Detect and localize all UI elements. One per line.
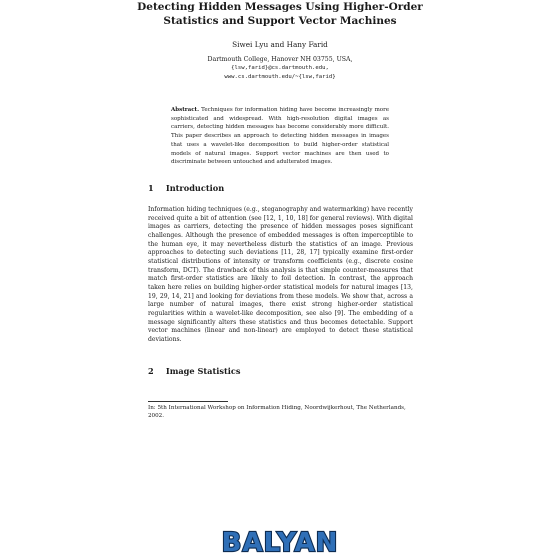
footnote-rule bbox=[148, 401, 228, 402]
footnote: In: 5th International Workshop on Information Hiding, Noordwijkerhout, The Netherlands, 2002. bbox=[148, 405, 406, 419]
introduction-body: Information hiding techniques (e.g., steganography and watermarking) have recently received quite a bit of attention (see [12, 1, 10, 18] for general reviews). With digital images as carriers, detecting the presence of hidden messages poses significant challenges. Although the presence of embedded messages is often imperceptible to the human eye, it may nevertheless disturb the statistics of an image. Previous approaches to detecting such deviations [11, 28, 17] typically examine first-order statistical distributions of intensity or transform coefficients (e.g., discrete cosine transform, DCT). The drawback of this analysis is that simple counter-measures that match first-order statistics are likely to foil detection. In contrast, the approach taken here relies on building higher-order statistical models for natural images [13, 19, 29, 14, 21] and looking for deviations from these models. We show that, across a large number of natural images, there exist strong higher-order statistical regularities within a wavelet-like decomposition, see also [9]. The embedding of a message significantly alters these statistics and thus becomes detectable. Support vector machines (linear and non-linear) are employed to detect these statistical deviations. bbox=[148, 206, 413, 343]
section-heading-introduction bbox=[148, 183, 224, 193]
section-number: 1 bbox=[148, 183, 154, 193]
affiliation-email: {lsw,farid}@cs.dartmouth.edu, bbox=[231, 65, 329, 72]
watermark-text: BALYAN bbox=[221, 528, 339, 558]
abstract-label: Abstract. bbox=[171, 107, 200, 113]
abstract-text: Techniques for information hiding have become increasingly more sophisticated and widespread. With high-resolution digital images as carriers, detecting hidden messages has become considerably more difficult. This paper describes an approach to detecting hidden messages in images that uses a wavelet-like decomposition to build higher-order statistical models of natural images. Support vector machines are then used to discriminate between untouched and adulterated images. bbox=[171, 107, 389, 166]
affiliation-line-1: Dartmouth College, Hanover NH 03755, USA, bbox=[207, 56, 353, 63]
affiliation bbox=[110, 56, 450, 81]
title-line-1: Detecting Hidden Messages Using Higher-Order bbox=[137, 1, 423, 13]
section-number: 2 bbox=[148, 366, 154, 376]
section-title: Image Statistics bbox=[165, 366, 241, 376]
watermark-logo-graphic bbox=[205, 524, 355, 558]
watermark-logo bbox=[205, 524, 355, 558]
paper-title bbox=[110, 0, 450, 28]
section-heading-image-statistics bbox=[148, 366, 240, 376]
abstract bbox=[171, 106, 389, 167]
section-title: Introduction bbox=[165, 183, 225, 193]
title-line-2: Statistics and Support Vector Machines bbox=[163, 15, 397, 27]
authors: Siwei Lyu and Hany Farid bbox=[232, 40, 328, 49]
affiliation-url: www.cs.dartmouth.edu/~{lsw,farid} bbox=[224, 73, 336, 80]
